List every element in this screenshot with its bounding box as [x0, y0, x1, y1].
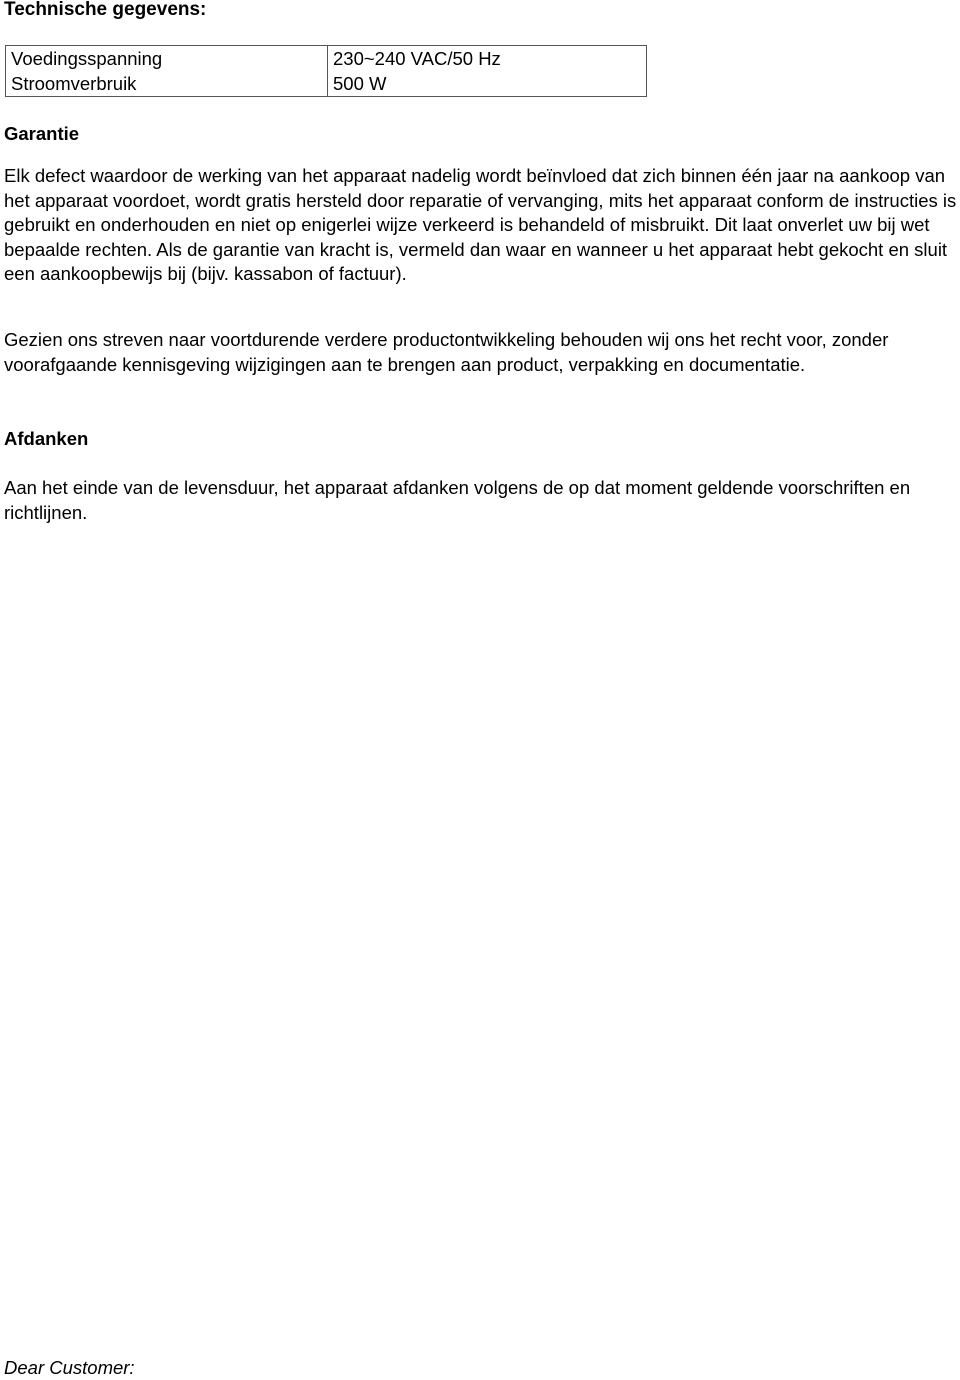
specs-heading: Technische gegevens: — [4, 0, 207, 20]
warranty-paragraph-2: Gezien ons streven naar voortdurende verdere productontwikkeling behouden wij ons het recht voor, zonder voorafgaande kennisgeving wijzigingen aan te brengen aan product, verpakking en documentatie. — [4, 329, 889, 375]
spec-value: 230~240 VAC/50 Hz — [328, 46, 647, 72]
warranty-heading: Garantie — [4, 123, 80, 144]
disposal-paragraph: Aan het einde van de levensduur, het apparaat afdanken volgens de op dat moment geldende voorschriften en richtlijnen. — [4, 477, 911, 523]
spec-label: Stroomverbruik — [6, 71, 328, 97]
spec-value: 500 W — [328, 71, 647, 97]
table-row — [6, 71, 647, 97]
spec-label: Voedingsspanning — [6, 46, 328, 72]
table-row — [6, 46, 647, 72]
warranty-paragraph-1: Elk defect waardoor de werking van het apparaat nadelig wordt beïnvloed dat zich binnen één jaar na aankoop van het apparaat voordoet, wordt gratis hersteld door reparatie of vervanging, mits het apparaat conform de instructies is gebruikt en onderhouden en niet op enigerlei wijze verkeerd is behandeld of misbruikt. Dit laat onverlet uw bij wet bepaalde rechten. Als de garantie van kracht is, vermeld dan waar en wanneer u het apparaat hebt gekocht en sluit een aankoopbewijs bij (bijv. kassabon of factuur). — [4, 165, 957, 285]
specs-table — [5, 45, 647, 97]
footer-greeting: Dear Customer: — [4, 1357, 135, 1378]
disposal-heading: Afdanken — [4, 428, 89, 449]
